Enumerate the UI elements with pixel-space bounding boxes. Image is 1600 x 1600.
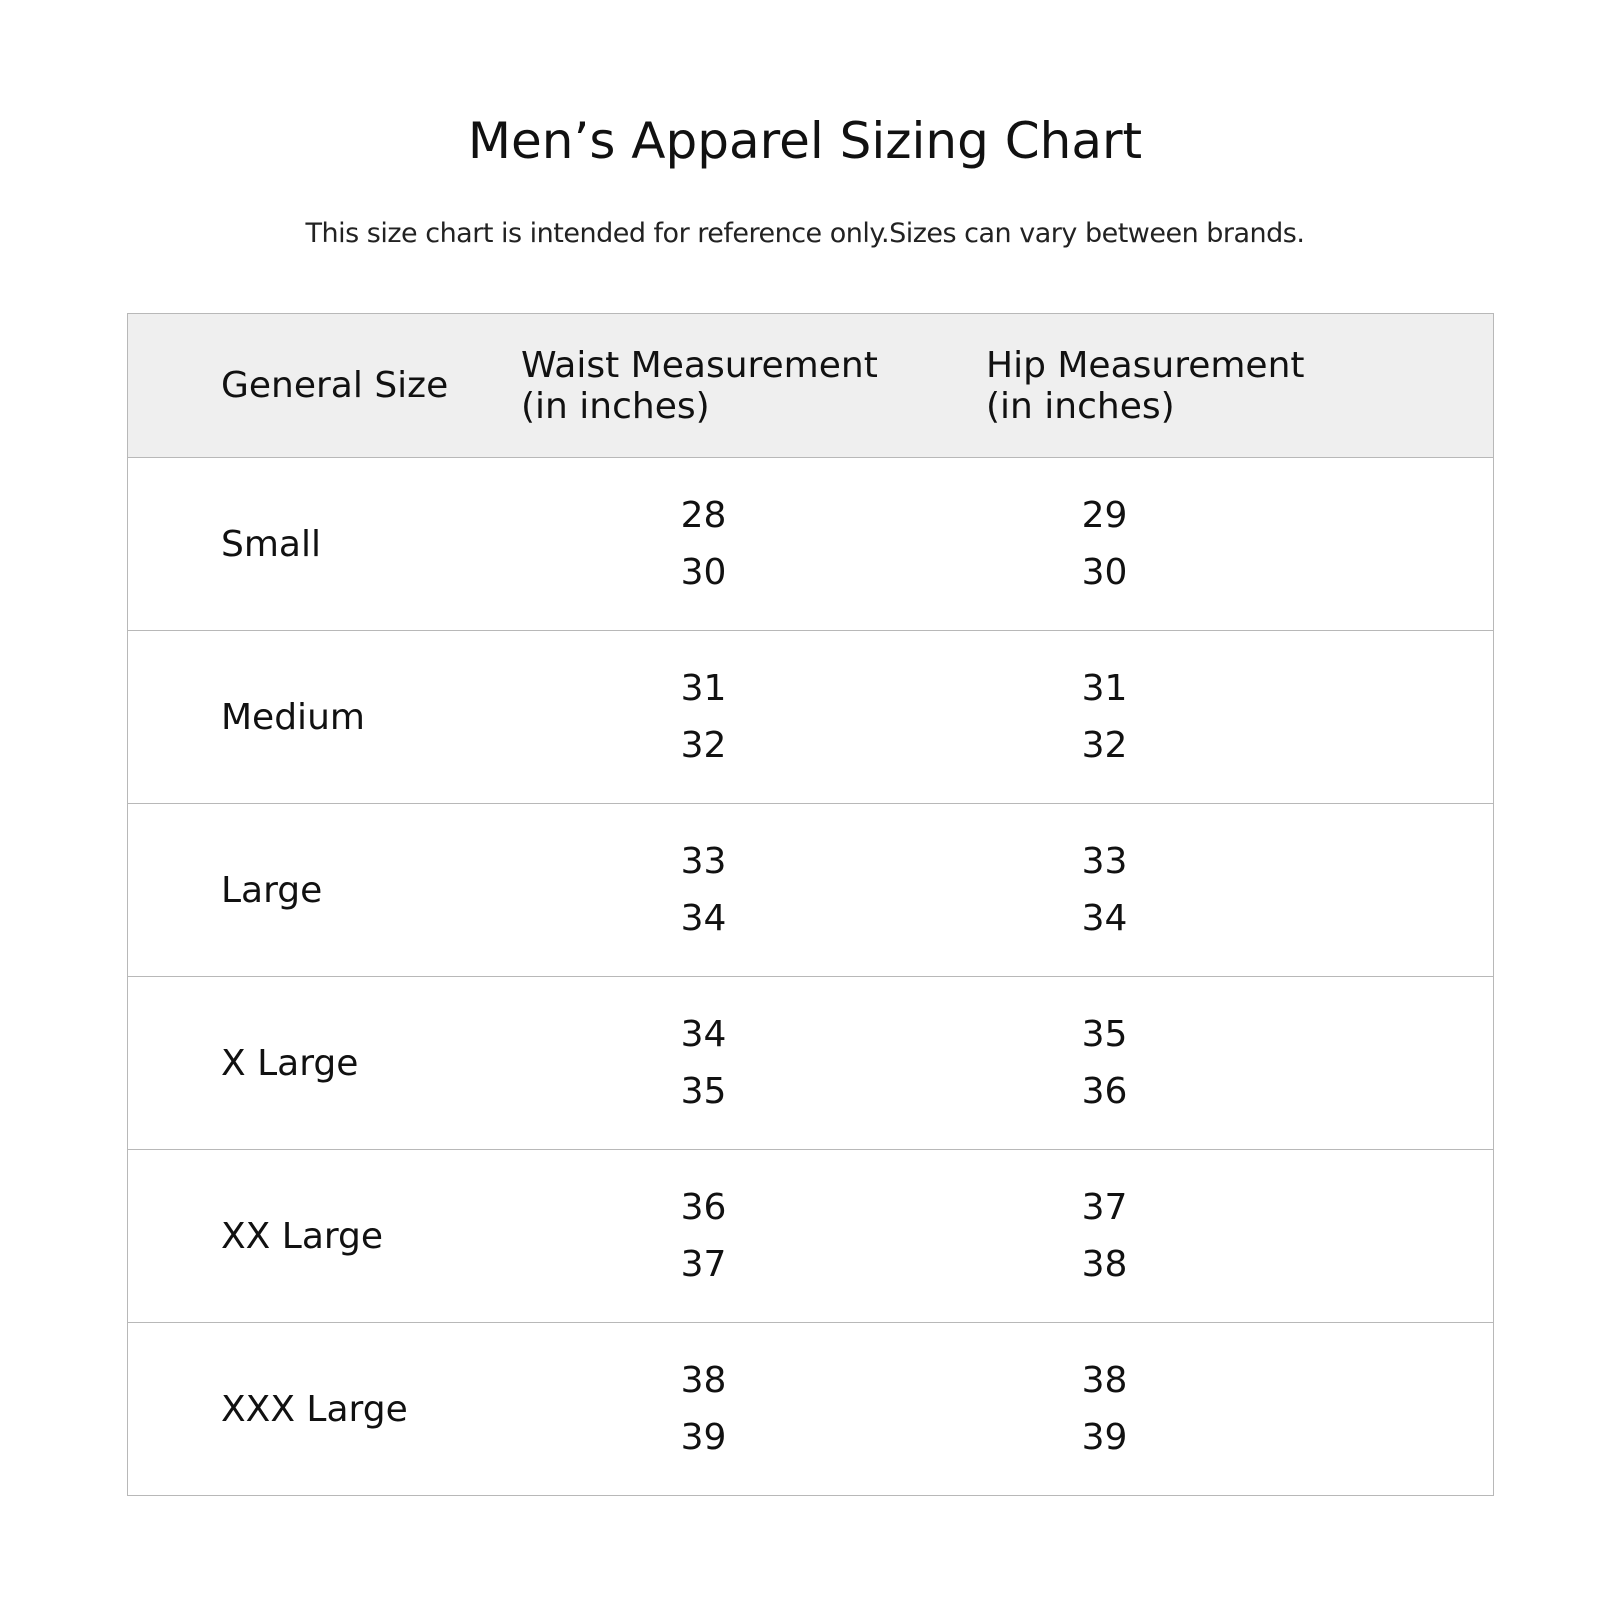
header-waist — [521, 314, 986, 458]
hip-cell — [986, 458, 1494, 631]
table-row — [128, 1323, 1494, 1496]
table-row — [128, 458, 1494, 631]
waist-cell — [521, 1150, 986, 1323]
page-subtitle: This size chart is intended for reference only.Sizes can vary between brands. — [305, 218, 1305, 249]
waist-max: 34 — [680, 898, 727, 939]
hip-min: 38 — [1081, 1360, 1128, 1401]
size-cell: XXX Large — [128, 1323, 522, 1496]
waist-min: 31 — [680, 668, 727, 709]
hip-max: 36 — [1081, 1071, 1128, 1112]
table-row — [128, 977, 1494, 1150]
sizing-table — [127, 313, 1494, 1496]
hip-max: 34 — [1081, 898, 1128, 939]
waist-cell — [521, 458, 986, 631]
waist-max: 35 — [680, 1071, 727, 1112]
waist-max: 32 — [680, 725, 727, 766]
size-cell: Large — [128, 804, 522, 977]
hip-max: 38 — [1081, 1244, 1128, 1285]
hip-min: 33 — [1081, 841, 1128, 882]
hip-max: 39 — [1081, 1417, 1128, 1458]
size-cell: XX Large — [128, 1150, 522, 1323]
table-header-row — [128, 314, 1494, 458]
waist-min: 36 — [680, 1187, 727, 1228]
waist-cell — [521, 804, 986, 977]
waist-cell — [521, 977, 986, 1150]
waist-max: 39 — [680, 1417, 727, 1458]
waist-min: 33 — [680, 841, 727, 882]
hip-cell — [986, 631, 1494, 804]
table-row — [128, 1150, 1494, 1323]
hip-min: 29 — [1081, 495, 1128, 536]
page-title: Men’s Apparel Sizing Chart — [467, 112, 1143, 170]
hip-cell — [986, 1323, 1494, 1496]
hip-max: 30 — [1081, 552, 1128, 593]
waist-max: 30 — [680, 552, 727, 593]
header-waist-unit: (in inches) — [521, 385, 710, 427]
header-waist-label: Waist Measurement — [521, 344, 878, 386]
waist-cell — [521, 631, 986, 804]
waist-cell — [521, 1323, 986, 1496]
size-cell: X Large — [128, 977, 522, 1150]
size-cell: Medium — [128, 631, 522, 804]
header-hip-unit: (in inches) — [986, 385, 1175, 427]
hip-cell — [986, 977, 1494, 1150]
table-row — [128, 804, 1494, 977]
hip-max: 32 — [1081, 725, 1128, 766]
hip-min: 35 — [1081, 1014, 1128, 1055]
header-hip-label: Hip Measurement — [986, 344, 1305, 386]
waist-max: 37 — [680, 1244, 727, 1285]
waist-min: 34 — [680, 1014, 727, 1055]
hip-cell — [986, 1150, 1494, 1323]
waist-min: 28 — [680, 495, 727, 536]
header-general-size: General Size — [128, 314, 522, 458]
waist-min: 38 — [680, 1360, 727, 1401]
hip-cell — [986, 804, 1494, 977]
size-cell: Small — [128, 458, 522, 631]
table-row — [128, 631, 1494, 804]
hip-min: 31 — [1081, 668, 1128, 709]
hip-min: 37 — [1081, 1187, 1128, 1228]
header-hip — [986, 314, 1494, 458]
